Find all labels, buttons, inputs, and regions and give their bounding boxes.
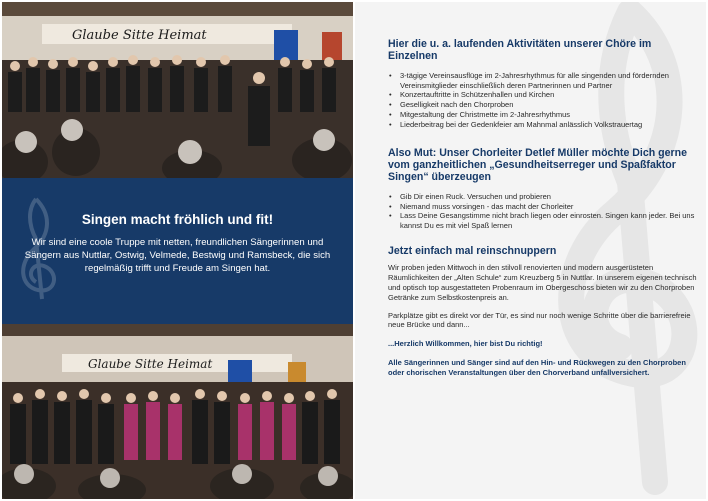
- intro-title: Singen macht fröhlich und fit!: [81, 212, 274, 227]
- visit-paragraph-parking: Parkplätze gibt es direkt vor der Tür, es sind nur noch wenige Schritte über die barrierefreie neue Brücke und dann...: [388, 310, 691, 330]
- intro-banner: [2, 178, 353, 324]
- info-content: [388, 38, 698, 378]
- courage-heading: Also Mut: Unser Chorleiter Detlef Müller möchte Dich gerne vom ganzheitlichen „Gesundheitserreger und Spaßfaktor Singen“ überzeugen: [388, 146, 688, 184]
- banner-glaube-sitte-heimat: Glaube Sitte Heimat: [72, 28, 207, 43]
- list-item: • Niemand muss vorsingen - das macht der Chorleiter: [398, 202, 698, 212]
- list-item: • Gib Dir einen Ruck. Versuchen und probieren: [398, 192, 698, 202]
- list-item: • Lass Deine Gesangstimme nicht brach liegen oder einrosten. Singen kann jeder. Bei uns kannst Du es mit viel Spaß lernen: [398, 211, 698, 231]
- list-item: • 3-tägige Vereinsausflüge im 2-Jahresrhythmus für alle singenden und fördernden Vereinsmitglieder einschließlich deren Partnerinnen und Partner: [398, 71, 698, 91]
- courage-list: [388, 192, 698, 231]
- visit-heading: Jetzt einfach mal reinschnuppern: [388, 245, 557, 257]
- intro-text: Wir sind eine coole Truppe mit netten, freundlichen Sängerinnen und Sängern aus Nuttlar, Ostwig, Velmede, Bestwig und Ramsbeck, die sich regelmäßig trifft und Freude am Singen hat.: [24, 237, 331, 275]
- banner-glaube-sitte-heimat-bottom: Glaube Sitte Heimat: [88, 357, 213, 371]
- insurance-text: Alle Sängerinnen und Sänger sind auf den Hin- und Rückwegen zu den Chorproben oder chorischen Veranstaltungen über den Chorverband unfallversichert.: [388, 357, 686, 377]
- activities-list: [388, 71, 698, 130]
- choir-photo-top: [2, 2, 353, 178]
- choir-photo-bottom: [2, 324, 353, 499]
- visit-paragraph-rehearsal: Wir proben jeden Mittwoch in den stilvoll renovierten und modern ausgerüsteten Räumlichkeiten der „Alten Schule“ zum Kreuzberg 5 in Nuttlar. In unserem eigenen technisch und optisch top ausgestatteten Probenraum im Obergeschoss bieten wir zu den Chorproben Getränke zum Selbstkostenpreis an.: [388, 263, 697, 302]
- list-item: • Geselligkeit nach den Chorproben: [398, 100, 698, 110]
- list-item: • Konzertauftritte in Schützenhallen und Kirchen: [398, 90, 698, 100]
- list-item: • Liederbeitrag bei der Gedenkfeier am Mahnmal anlässlich Volkstrauertag: [398, 120, 698, 130]
- left-panel: [2, 2, 353, 499]
- choir-photo-top-drawing: [2, 2, 353, 178]
- activities-heading: Hier die u. a. laufenden Aktivitäten unserer Chöre im Einzelnen: [388, 38, 652, 63]
- list-item: • Mitgestaltung der Christmette im 2-Jahresrhythmus: [398, 110, 698, 120]
- welcome-text: ...Herzlich Willkommen, hier bist Du richtig!: [388, 339, 543, 349]
- right-panel: [355, 2, 706, 499]
- choir-photo-bottom-drawing: [2, 324, 353, 499]
